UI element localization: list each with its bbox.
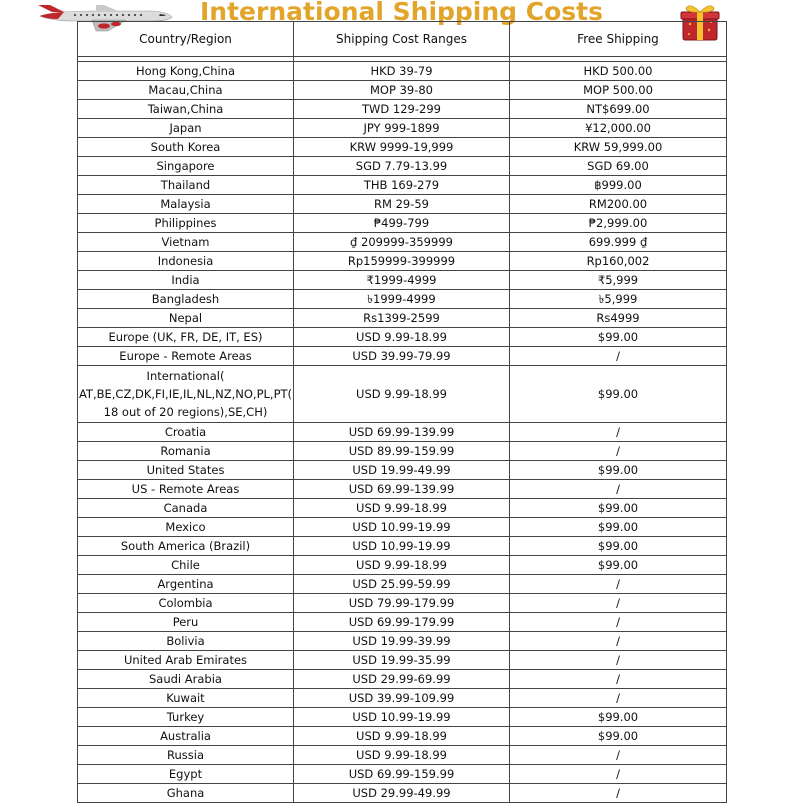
free-shipping-cell: /: [510, 423, 727, 442]
table-row: [78, 176, 727, 195]
cost-range-cell: USD 29.99-69.99: [294, 670, 510, 689]
table-row: [78, 81, 727, 100]
cost-range-cell: USD 19.99-35.99: [294, 651, 510, 670]
country-cell: Colombia: [78, 594, 294, 613]
free-shipping-cell: /: [510, 689, 727, 708]
table-row: [78, 746, 727, 765]
country-cell: Macau,China: [78, 81, 294, 100]
free-shipping-cell: /: [510, 575, 727, 594]
table-row: [78, 670, 727, 689]
cost-range-cell: SGD 7.79-13.99: [294, 157, 510, 176]
country-cell: Chile: [78, 556, 294, 575]
table-row: [78, 575, 727, 594]
cost-range-cell: USD 9.99-18.99: [294, 328, 510, 347]
cost-range-cell: JPY 999-1899: [294, 119, 510, 138]
cost-range-cell: KRW 9999-19,999: [294, 138, 510, 157]
free-shipping-cell: ₹5,999: [510, 271, 727, 290]
country-cell: Indonesia: [78, 252, 294, 271]
country-cell: Egypt: [78, 765, 294, 784]
table-row: [78, 613, 727, 632]
cost-range-cell: MOP 39-80: [294, 81, 510, 100]
free-shipping-cell: MOP 500.00: [510, 81, 727, 100]
table-row: [78, 195, 727, 214]
country-cell: Canada: [78, 499, 294, 518]
country-cell: Ghana: [78, 784, 294, 803]
table-row: [78, 689, 727, 708]
free-shipping-cell: /: [510, 480, 727, 499]
table-row: [78, 556, 727, 575]
cost-range-cell: USD 9.99-18.99: [294, 556, 510, 575]
country-cell: Nepal: [78, 309, 294, 328]
shipping-cost-table: [77, 21, 727, 803]
country-cell: Philippines: [78, 214, 294, 233]
cost-range-cell: THB 169-279: [294, 176, 510, 195]
country-cell: South Korea: [78, 138, 294, 157]
table-row: [78, 119, 727, 138]
country-cell: International( AT,BE,CZ,DK,FI,IE,IL,NL,NZ,NO,PL,PT( 18 out of 20 regions),SE,CH): [78, 366, 294, 423]
cost-range-cell: RM 29-59: [294, 195, 510, 214]
country-cell: Romania: [78, 442, 294, 461]
cost-range-cell: USD 9.99-18.99: [294, 727, 510, 746]
free-shipping-cell: /: [510, 594, 727, 613]
country-cell: Australia: [78, 727, 294, 746]
cost-range-cell: USD 69.99-139.99: [294, 423, 510, 442]
cost-range-cell: USD 19.99-39.99: [294, 632, 510, 651]
table-row: [78, 271, 727, 290]
free-shipping-cell: $99.00: [510, 537, 727, 556]
free-shipping-cell: ¥12,000.00: [510, 119, 727, 138]
cost-range-cell: USD 79.99-179.99: [294, 594, 510, 613]
cost-range-cell: ₫ 209999-359999: [294, 233, 510, 252]
free-shipping-cell: Rs4999: [510, 309, 727, 328]
cost-range-cell: USD 69.99-139.99: [294, 480, 510, 499]
cost-range-cell: USD 39.99-109.99: [294, 689, 510, 708]
country-cell: Taiwan,China: [78, 100, 294, 119]
free-shipping-cell: /: [510, 651, 727, 670]
table-body: [78, 57, 727, 803]
free-shipping-cell: KRW 59,999.00: [510, 138, 727, 157]
table-row: [78, 233, 727, 252]
country-cell: United States: [78, 461, 294, 480]
country-cell: Mexico: [78, 518, 294, 537]
country-cell: Kuwait: [78, 689, 294, 708]
country-cell: Europe - Remote Areas: [78, 347, 294, 366]
free-shipping-cell: /: [510, 765, 727, 784]
country-cell: Singapore: [78, 157, 294, 176]
table-row: [78, 347, 727, 366]
free-shipping-cell: RM200.00: [510, 195, 727, 214]
country-cell: Peru: [78, 613, 294, 632]
cost-range-cell: USD 10.99-19.99: [294, 537, 510, 556]
cost-range-cell: USD 10.99-19.99: [294, 518, 510, 537]
country-cell: Argentina: [78, 575, 294, 594]
free-shipping-cell: $99.00: [510, 518, 727, 537]
free-shipping-cell: /: [510, 784, 727, 803]
free-shipping-cell: 699.999 ₫: [510, 233, 727, 252]
table-row: [78, 765, 727, 784]
table-row: [78, 62, 727, 81]
free-shipping-cell: /: [510, 746, 727, 765]
cost-range-cell: USD 19.99-49.99: [294, 461, 510, 480]
free-shipping-cell: $99.00: [510, 727, 727, 746]
table-row: [78, 727, 727, 746]
column-header-cost-ranges: Shipping Cost Ranges: [294, 22, 510, 57]
table-row: [78, 290, 727, 309]
cost-range-cell: ₹1999-4999: [294, 271, 510, 290]
table-row: [78, 480, 727, 499]
cost-range-cell: ৳1999-4999: [294, 290, 510, 309]
free-shipping-cell: /: [510, 670, 727, 689]
country-cell: US - Remote Areas: [78, 480, 294, 499]
table-row: [78, 328, 727, 347]
country-cell: Hong Kong,China: [78, 62, 294, 81]
table-row: [78, 366, 727, 423]
country-cell: Bolivia: [78, 632, 294, 651]
free-shipping-cell: /: [510, 632, 727, 651]
free-shipping-cell: $99.00: [510, 461, 727, 480]
table-row: [78, 157, 727, 176]
cost-range-cell: Rp159999-399999: [294, 252, 510, 271]
cost-range-cell: USD 10.99-19.99: [294, 708, 510, 727]
cost-range-cell: USD 25.99-59.99: [294, 575, 510, 594]
table-row: [78, 461, 727, 480]
free-shipping-cell: ₱2,999.00: [510, 214, 727, 233]
table-row: [78, 214, 727, 233]
free-shipping-cell: $99.00: [510, 708, 727, 727]
table-row: [78, 442, 727, 461]
table-row: [78, 708, 727, 727]
country-cell: Turkey: [78, 708, 294, 727]
free-shipping-cell: $99.00: [510, 556, 727, 575]
table-row: [78, 537, 727, 556]
table-row: [78, 138, 727, 157]
country-cell: Malaysia: [78, 195, 294, 214]
country-cell: Croatia: [78, 423, 294, 442]
cost-range-cell: HKD 39-79: [294, 62, 510, 81]
table-row: [78, 594, 727, 613]
free-shipping-cell: $99.00: [510, 366, 727, 423]
country-cell: Russia: [78, 746, 294, 765]
country-cell: Thailand: [78, 176, 294, 195]
free-shipping-cell: $99.00: [510, 499, 727, 518]
free-shipping-cell: ৳5,999: [510, 290, 727, 309]
table-row: [78, 309, 727, 328]
table-row: [78, 632, 727, 651]
free-shipping-cell: /: [510, 347, 727, 366]
country-cell: United Arab Emirates: [78, 651, 294, 670]
cost-range-cell: USD 29.99-49.99: [294, 784, 510, 803]
table-row: [78, 423, 727, 442]
cost-range-cell: Rs1399-2599: [294, 309, 510, 328]
cost-range-cell: USD 9.99-18.99: [294, 366, 510, 423]
free-shipping-cell: ฿999.00: [510, 176, 727, 195]
cost-range-cell: USD 89.99-159.99: [294, 442, 510, 461]
country-cell: Saudi Arabia: [78, 670, 294, 689]
cost-range-cell: USD 9.99-18.99: [294, 499, 510, 518]
free-shipping-cell: HKD 500.00: [510, 62, 727, 81]
table-row: [78, 651, 727, 670]
column-header-country: Country/Region: [78, 22, 294, 57]
free-shipping-cell: SGD 69.00: [510, 157, 727, 176]
table-row: [78, 499, 727, 518]
shipping-cost-table-container: [77, 21, 726, 803]
page-title: International Shipping Costs: [200, 0, 604, 26]
cost-range-cell: TWD 129-299: [294, 100, 510, 119]
cost-range-cell: USD 69.99-159.99: [294, 765, 510, 784]
column-header-free-shipping: Free Shipping: [510, 22, 727, 57]
cost-range-cell: USD 9.99-18.99: [294, 746, 510, 765]
country-cell: Europe (UK, FR, DE, IT, ES): [78, 328, 294, 347]
table-row: [78, 252, 727, 271]
table-header-row: [78, 22, 727, 57]
free-shipping-cell: /: [510, 613, 727, 632]
table-row: [78, 518, 727, 537]
free-shipping-cell: $99.00: [510, 328, 727, 347]
cost-range-cell: USD 69.99-179.99: [294, 613, 510, 632]
free-shipping-cell: /: [510, 442, 727, 461]
free-shipping-cell: NT$699.00: [510, 100, 727, 119]
country-cell: South America (Brazil): [78, 537, 294, 556]
table-row: [78, 100, 727, 119]
country-cell: India: [78, 271, 294, 290]
cost-range-cell: ₱499-799: [294, 214, 510, 233]
country-cell: Bangladesh: [78, 290, 294, 309]
free-shipping-cell: Rp160,002: [510, 252, 727, 271]
cost-range-cell: USD 39.99-79.99: [294, 347, 510, 366]
country-cell: Japan: [78, 119, 294, 138]
country-cell: Vietnam: [78, 233, 294, 252]
